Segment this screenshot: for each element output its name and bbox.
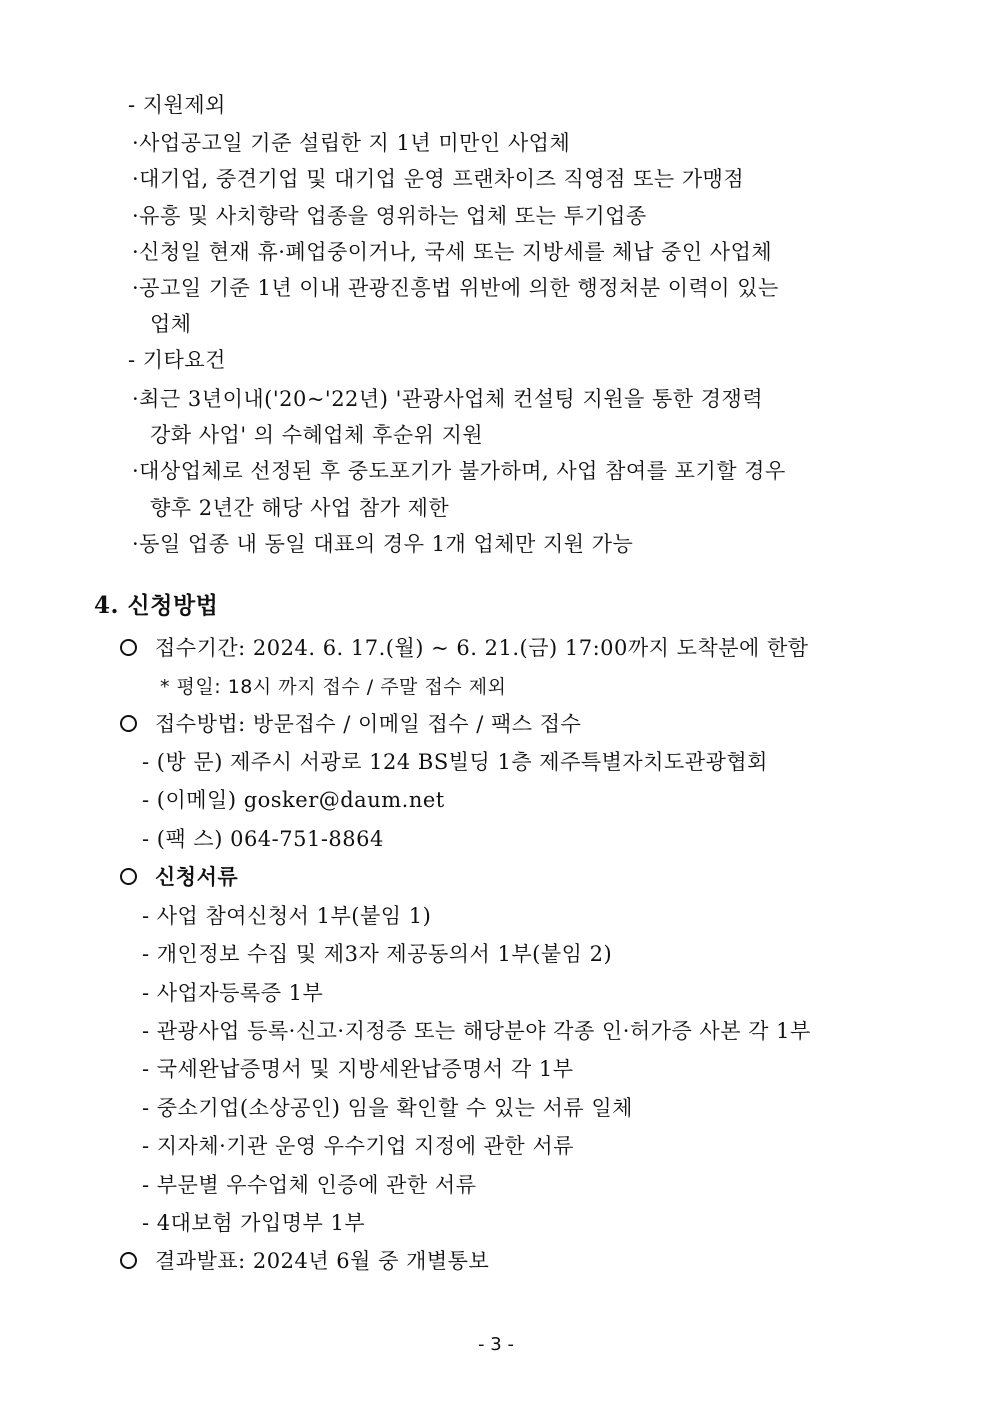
other-label: - 기타요건 xyxy=(128,348,226,372)
section-heading: 4. 신청방법 xyxy=(94,592,219,619)
other-item-cont: 강화 사업' 의 수혜업체 후순위 지원 xyxy=(150,423,484,447)
period-line xyxy=(120,635,809,661)
document-item: - 4대보험 가입명부 1부 xyxy=(142,1211,366,1235)
exclusion-label: - 지원제외 xyxy=(128,93,226,117)
period-note: * 평일: 18시 까지 접수 / 주말 접수 제외 xyxy=(160,676,507,698)
exclusion-item: ·대기업, 중견기업 및 대기업 운영 프랜차이즈 직영점 또는 가맹점 xyxy=(132,167,745,191)
result-text: 결과발표: 2024년 6월 중 개별통보 xyxy=(155,1249,490,1273)
other-item: ·최근 3년이내('20~'22년) '관광사업체 컨설팅 지원을 통한 경쟁력 xyxy=(132,387,764,411)
circle-bullet-icon xyxy=(120,639,137,656)
method-visit: - (방 문) 제주시 서광로 124 BS빌딩 1층 제주특별자치도관광협회 xyxy=(142,750,768,774)
document-item: - 지자체·기관 운영 우수기업 지정에 관한 서류 xyxy=(142,1134,574,1158)
other-item-cont: 향후 2년간 해당 사업 참가 제한 xyxy=(150,496,450,520)
document-item: - 부문별 우수업체 인증에 관한 서류 xyxy=(142,1173,477,1197)
documents-line xyxy=(120,864,238,890)
document-item: - 국세완납증명서 및 지방세완납증명서 각 1부 xyxy=(142,1057,574,1081)
page-number: - 3 - xyxy=(478,1334,514,1355)
document-item: - 사업 참여신청서 1부(붙임 1) xyxy=(142,904,432,928)
exclusion-item: ·유흥 및 사치향락 업종을 영위하는 업체 또는 투기업종 xyxy=(132,204,647,228)
circle-bullet-icon xyxy=(120,868,137,885)
document-item: - 사업자등록증 1부 xyxy=(142,981,324,1005)
exclusion-item: ·사업공고일 기준 설립한 지 1년 미만인 사업체 xyxy=(132,131,571,155)
document-item: - 중소기업(소상공인) 임을 확인할 수 있는 서류 일체 xyxy=(142,1096,633,1120)
document-item: - 관광사업 등록·신고·지정증 또는 해당분야 각종 인·허가증 사본 각 1부 xyxy=(142,1019,811,1043)
circle-bullet-icon xyxy=(120,1252,137,1269)
result-line xyxy=(120,1248,489,1274)
period-text: 접수기간: 2024. 6. 17.(월) ~ 6. 21.(금) 17:00까지 도착분에 한함 xyxy=(155,636,809,660)
exclusion-item: ·신청일 현재 휴·폐업중이거나, 국세 또는 지방세를 체납 중인 사업체 xyxy=(132,240,773,264)
method-text: 접수방법: 방문접수 / 이메일 접수 / 팩스 접수 xyxy=(155,712,582,736)
circle-bullet-icon xyxy=(120,715,137,732)
exclusion-item: ·공고일 기준 1년 이내 관광진흥법 위반에 의한 행정처분 이력이 있는 xyxy=(132,276,779,300)
document-item: - 개인정보 수집 및 제3자 제공동의서 1부(붙임 2) xyxy=(142,942,613,966)
documents-label: 신청서류 xyxy=(155,864,239,889)
method-email: - (이메일) gosker@daum.net xyxy=(142,788,445,812)
method-line xyxy=(120,711,581,737)
method-fax: - (팩 스) 064-751-8864 xyxy=(142,827,384,851)
exclusion-item-cont: 업체 xyxy=(150,312,192,336)
other-item: ·동일 업종 내 동일 대표의 경우 1개 업체만 지원 가능 xyxy=(132,532,634,556)
other-item: ·대상업체로 선정된 후 중도포기가 불가하며, 사업 참여를 포기할 경우 xyxy=(132,459,786,483)
